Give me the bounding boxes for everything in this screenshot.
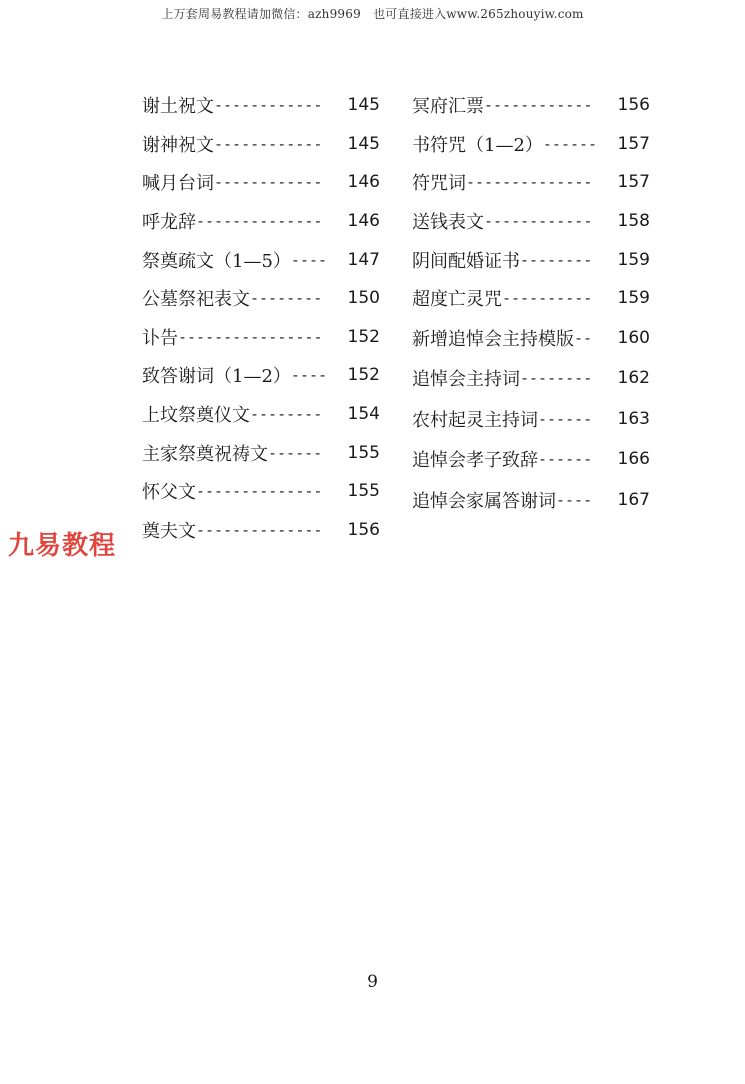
toc-entry-leader: ------ [538,450,593,469]
toc-entry-title: 超度亡灵咒 [412,289,502,311]
toc-entry-leader: -------------- [196,212,323,231]
toc-entry-title: 讣告 [142,327,178,349]
watermark-logo-text: 九易教程 [8,531,117,561]
toc-entry-page: 158 [617,211,650,232]
toc-entry[interactable] [142,511,380,550]
toc-entry-page: 147 [347,249,380,270]
toc-entry-leader: ------------ [214,173,323,192]
toc-entry-title: 公墓祭祀表文 [142,289,250,311]
toc-entry-title: 奠夫文 [142,520,196,542]
toc-entry-page: 162 [617,368,650,389]
toc-entry-leader: ------ [538,409,593,428]
page-number: 9 [367,972,378,992]
toc-entry-page: 157 [617,172,650,193]
toc-entry-page: 154 [347,404,380,425]
toc-right-column [412,86,650,520]
toc-entry-title: 新增追悼会主持模版 [412,328,574,350]
toc-entry[interactable] [142,125,380,164]
toc-entry-leader: ------------ [484,96,593,115]
toc-entry-title: 致答谢词（1—2） [142,366,291,388]
toc-entry-title: 追悼会孝子致辞 [412,450,538,472]
toc-entry-page: 150 [347,288,380,309]
toc-entry-leader: -------------- [196,482,323,501]
toc-entry-leader: ---- [290,366,328,385]
toc-entry-leader: ---- [556,490,593,509]
toc-entry-page: 146 [347,172,380,193]
toc-entry-page: 157 [617,133,650,154]
toc-entry-leader: ------ [542,134,598,153]
toc-entry-page: 155 [347,442,380,463]
toc-entry[interactable] [412,399,650,440]
toc-entry-title: 喊月台词 [142,173,214,195]
toc-entry-leader: -------- [520,369,593,388]
toc-entry[interactable] [142,395,380,434]
toc-entry-page: 146 [347,211,380,232]
toc-entry-title: 呼龙辞 [142,212,196,234]
toc-entry-page: 163 [617,408,650,429]
toc-entry[interactable] [142,318,380,357]
toc-entry-page: 152 [347,326,380,347]
toc-entry-page: 166 [617,449,650,470]
toc-entry[interactable] [142,202,380,241]
toc-entry-leader: ------------ [214,134,323,153]
toc-entry[interactable] [142,86,380,125]
toc-entry[interactable] [412,125,650,164]
toc-entry[interactable] [142,472,380,511]
toc-entry-leader: ------------ [214,96,323,115]
toc-entry[interactable] [142,240,380,279]
toc-entry-title: 追悼会主持词 [412,369,520,391]
toc-entry[interactable] [412,86,650,125]
toc-entry-title: 主家祭奠祝祷文 [142,443,268,465]
toc-entry-title: 祭奠疏文（1—5） [142,250,291,272]
toc-entry[interactable] [412,163,650,202]
toc-entry-title: 农村起灵主持词 [412,409,538,431]
toc-entry[interactable] [142,356,380,395]
toc-entry[interactable] [412,439,650,480]
toc-entry-title: 上坟祭奠仪文 [142,405,250,427]
toc-entry-leader: -------------- [466,173,593,192]
toc-entry-title: 送钱表文 [412,212,484,234]
toc-entry-title: 冥府汇票 [412,96,484,118]
toc-entry-leader: -------- [250,405,323,424]
toc-entry[interactable] [142,163,380,202]
toc-entry-leader: ------ [268,443,323,462]
toc-entry[interactable] [142,279,380,318]
toc-entry[interactable] [412,279,650,318]
toc-entry-title: 谢神祝文 [142,134,214,156]
toc-entry-title: 谢土祝文 [142,96,214,118]
toc-entry-page: 155 [347,481,380,502]
toc-entry-leader: ------------ [484,212,593,231]
toc-entry-leader: ---- [290,250,328,269]
toc-entry-page: 156 [347,519,380,540]
toc-entry-title: 书符咒（1—2） [412,134,543,156]
toc-entry-page: 152 [347,365,380,386]
toc-entry-page: 167 [617,489,650,510]
toc-entry-leader: -------- [250,289,323,308]
toc-entry-leader: -------------- [196,520,323,539]
toc-left-column [142,86,380,549]
toc-entry-title: 阴间配婚证书 [412,250,520,272]
toc-entry-page: 145 [347,133,380,154]
toc-entry-leader: ---------- [502,289,593,308]
toc-entry-page: 156 [617,95,650,116]
toc-entry[interactable] [142,433,380,472]
header-promo-text: 上万套周易教程请加微信：azh9969 也可直接进入www.265zhouyiw.com [161,7,584,21]
toc-entry[interactable] [412,480,650,521]
toc-entry-title: 追悼会家属答谢词 [412,490,556,512]
toc-entry-leader: -- [574,328,593,347]
toc-entry[interactable] [412,318,650,359]
toc-entry-title: 怀父文 [142,482,196,504]
toc-entry-leader: ---------------- [178,327,323,346]
toc-entry[interactable] [412,202,650,241]
toc-entry-leader: -------- [520,250,593,269]
toc-entry-page: 160 [617,327,650,348]
toc-entry[interactable] [412,358,650,399]
toc-entry-page: 159 [617,249,650,270]
toc-entry[interactable] [412,240,650,279]
toc-entry-page: 159 [617,288,650,309]
toc-entry-page: 145 [347,95,380,116]
toc-entry-title: 符咒词 [412,173,466,195]
